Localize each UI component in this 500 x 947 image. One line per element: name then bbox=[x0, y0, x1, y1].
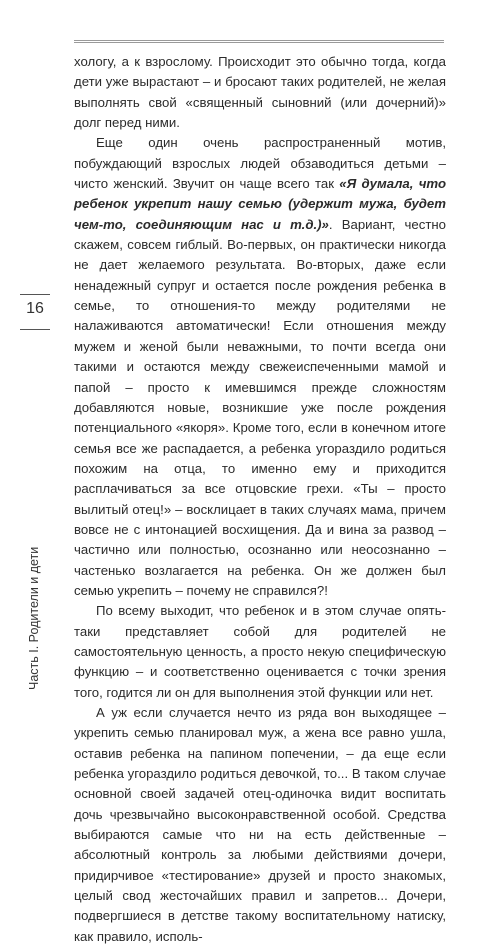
top-rule bbox=[74, 40, 444, 43]
body-text bbox=[74, 52, 446, 947]
paragraph-3: По всему выходит, что ребенок и в этом случае опять-таки представляет собой для родителей не самостоятельную ценность, а просто некую специфическую функцию – и соответственно оценивается с точки зрения того, годится ли он для выполнения этой функции или нет. bbox=[74, 603, 446, 700]
paragraph-2 bbox=[74, 133, 446, 601]
paragraph-2-lead: Еще один очень распространенный мотив, побуждающий взрослых людей обзаводиться детьми – чисто женский. Звучит он чаще всего так bbox=[74, 135, 446, 192]
paragraph-1: хологу, а к взрослому. Происходит это обычно тогда, когда дети уже вырастают – и бросают таких родителей, не желая выполнять свой «священный сыновний (или дочерний)» долг перед ними. bbox=[74, 54, 446, 131]
page-number-rule-top bbox=[20, 294, 50, 295]
paragraph-2-rest: . Вариант, честно скажем, совсем гиблый. Во-первых, он практически никогда не дает желаемого результата. Во-вторых, даже если ненадежный супруг и остается после рождения ребенка в семье, то отношения-то между родителями не налаживаются автоматически! Если отношения между мужем и женой были неважными, то почти всегда они такими и остаются между свежеиспеченными мамой и папой – просто к имевшимся прежде сложностям добавляются новые, возникшие уже после рождения потенциального «якоря». Кроме того, если в конечном итоге семья все же распадается, а ребенка угораздило родиться похожим на отца, то именно ему и приходится расплачиваться за все отцовские грехи. «Ты – просто вылитый отец!» – восклицает в таких случаях мама, причем вовсе не с интонацией восхищения. Да и вина за развод – частично или полностью, осознанно или неосознанно – частенько возлагается на ребенка. Он же должен был семью укрепить – почему не справился?! bbox=[74, 216, 446, 598]
page-number: 16 bbox=[26, 300, 44, 317]
running-head: Часть I. Родители и дети bbox=[27, 546, 41, 690]
paragraph-2-quote: «Я думала, что ребенок укрепит нашу семью (удержит мужа, будет чем-то, соединяющим нас и т.д.)» bbox=[74, 176, 447, 232]
paragraph-4: А уж если случается нечто из ряда вон выходящее – укрепить семью планировал муж, а жена все равно ушла, оставив ребенка на папином попечении, – да еще если ребенка угораздило родиться девочкой, то... В таком случае основной своей задачей отец-одиночка видит воспитать дочь чрезвычайно высоконравственной особой. Средства выбираются самые что ни на есть действенные – абсолютный контроль за любыми действиями дочери, придирчивое «тестирование» друзей и просто знакомых, целый свод жесточайших правил и запретов... Дочери, подвергшиеся в детстве такому воспитательному натиску, как правило, исполь- bbox=[74, 705, 446, 944]
page-number-rule-bottom bbox=[20, 329, 50, 330]
